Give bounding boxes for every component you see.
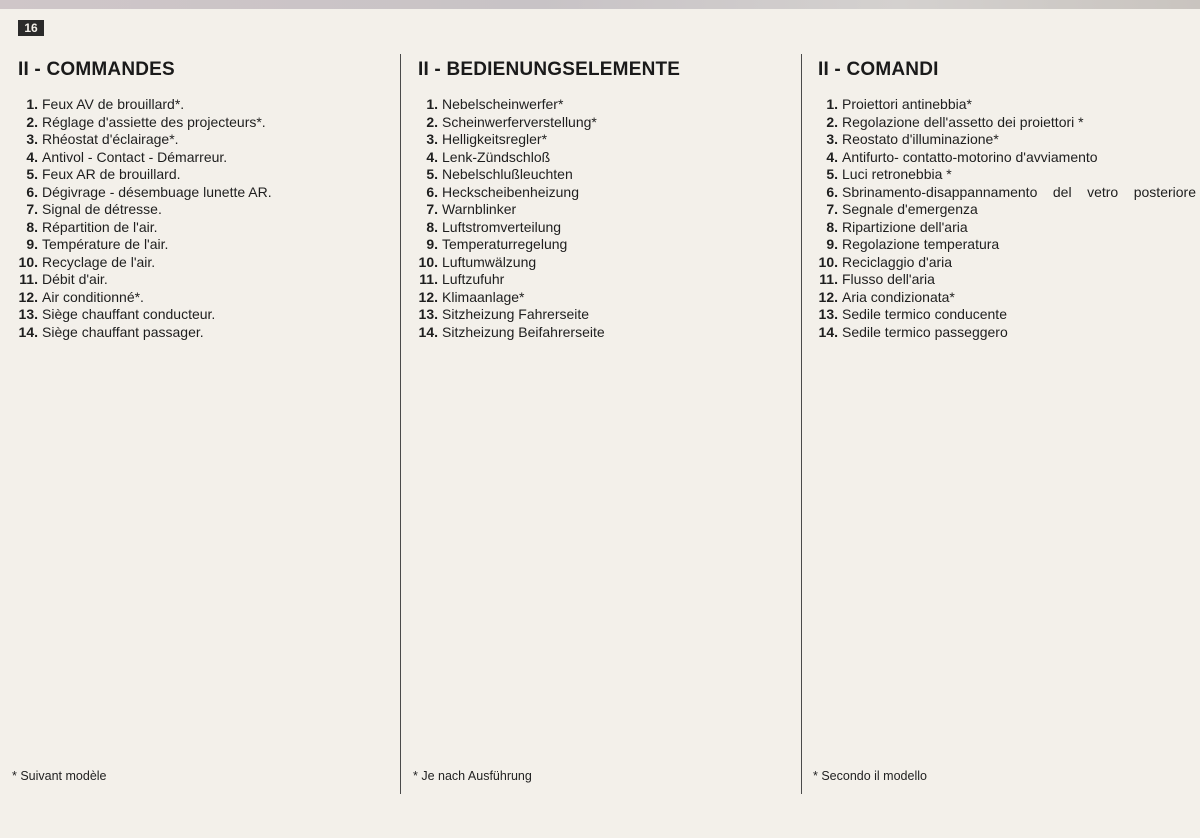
list-item bbox=[18, 201, 378, 219]
item-number: 7. bbox=[26, 201, 38, 217]
column-divider bbox=[801, 54, 802, 794]
list-item bbox=[418, 149, 788, 167]
list-item bbox=[418, 254, 788, 272]
item-number: 7. bbox=[426, 201, 438, 217]
item-label: Feux AV de brouillard*. bbox=[42, 96, 185, 112]
item-number: 2. bbox=[26, 113, 38, 130]
item-number: 7. bbox=[826, 201, 838, 217]
item-number: 1. bbox=[826, 96, 838, 112]
item-number: 12. bbox=[818, 288, 838, 305]
list-item bbox=[818, 254, 1196, 272]
column-divider bbox=[400, 54, 401, 794]
item-label: Luftzufuhr bbox=[442, 271, 505, 287]
item-label: Regolazione temperatura bbox=[842, 236, 1000, 252]
column-french bbox=[18, 54, 378, 341]
list-item bbox=[818, 96, 1196, 114]
item-label: Signal de détresse. bbox=[42, 201, 162, 217]
item-number: 9. bbox=[26, 236, 38, 252]
item-label: Répartition de l'air. bbox=[42, 218, 158, 235]
item-number: 5. bbox=[426, 166, 438, 182]
list-item bbox=[418, 236, 788, 254]
item-number: 8. bbox=[426, 218, 438, 235]
footnote-german: * Je nach Ausführung bbox=[413, 769, 532, 783]
item-label: Sedile termico passeggero bbox=[842, 323, 1008, 340]
list-item bbox=[18, 114, 378, 132]
list-item bbox=[818, 184, 1196, 202]
item-label: Antifurto- contatto-motorino d'avviamento bbox=[842, 148, 1098, 165]
item-number: 14. bbox=[18, 323, 38, 340]
list-item bbox=[418, 219, 788, 237]
item-label: Temperaturregelung bbox=[442, 236, 568, 252]
list-item bbox=[418, 114, 788, 132]
list-item bbox=[18, 166, 378, 184]
item-number: 8. bbox=[26, 218, 38, 235]
item-number: 1. bbox=[426, 96, 438, 112]
list-item bbox=[818, 324, 1196, 342]
item-number: 13. bbox=[818, 306, 838, 322]
column-italian bbox=[818, 54, 1196, 341]
column-title-french: II - COMMANDES bbox=[18, 59, 175, 80]
item-label: Dégivrage - désembuage lunette AR. bbox=[42, 183, 272, 200]
item-label: Segnale d'emergenza bbox=[842, 201, 978, 217]
item-number: 6. bbox=[426, 183, 438, 200]
item-label: Sbrinamento-disappannamento del vetro posteriore bbox=[842, 183, 1196, 200]
item-label: Recyclage de l'air. bbox=[42, 253, 156, 270]
item-number: 2. bbox=[426, 113, 438, 130]
list-item bbox=[18, 219, 378, 237]
item-number: 5. bbox=[826, 166, 838, 182]
item-number: 13. bbox=[18, 306, 38, 322]
item-label: Antivol - Contact - Démarreur. bbox=[42, 148, 228, 165]
item-label: Ripartizione dell'aria bbox=[842, 218, 968, 235]
item-number: 4. bbox=[426, 148, 438, 165]
list-item bbox=[818, 271, 1196, 289]
item-label: Sitzheizung Beifahrerseite bbox=[442, 323, 605, 340]
column-title-german: II - BEDIENUNGSELEMENTE bbox=[418, 59, 681, 80]
list-item bbox=[18, 184, 378, 202]
list-item bbox=[818, 149, 1196, 167]
item-label: Feux AR de brouillard. bbox=[42, 166, 181, 182]
item-label: Rhéostat d'éclairage*. bbox=[42, 131, 179, 147]
list-item bbox=[418, 271, 788, 289]
item-label: Regolazione dell'assetto dei proiettori * bbox=[842, 113, 1084, 130]
item-number: 4. bbox=[826, 148, 838, 165]
controls-list-french bbox=[18, 96, 378, 341]
list-item bbox=[18, 254, 378, 272]
item-number: 11. bbox=[19, 271, 38, 287]
controls-list-italian bbox=[818, 96, 1196, 341]
item-label: Flusso dell'aria bbox=[842, 271, 935, 287]
list-item bbox=[818, 219, 1196, 237]
item-number: 3. bbox=[826, 131, 838, 147]
item-label: Nebelschlußleuchten bbox=[442, 166, 573, 182]
item-number: 11. bbox=[819, 271, 838, 287]
list-item bbox=[18, 289, 378, 307]
item-number: 6. bbox=[826, 183, 838, 200]
list-item bbox=[18, 271, 378, 289]
list-item bbox=[418, 96, 788, 114]
top-edge-strip bbox=[0, 0, 1200, 9]
item-label: Luftstromverteilung bbox=[442, 218, 562, 235]
list-item bbox=[818, 289, 1196, 307]
list-item bbox=[818, 306, 1196, 324]
column-german bbox=[418, 54, 788, 341]
item-number: 6. bbox=[26, 183, 38, 200]
list-item bbox=[18, 131, 378, 149]
item-number: 4. bbox=[26, 148, 38, 165]
item-label: Température de l'air. bbox=[42, 236, 169, 252]
list-item bbox=[418, 306, 788, 324]
column-title-italian: II - COMANDI bbox=[818, 59, 939, 80]
list-item bbox=[418, 201, 788, 219]
list-item bbox=[18, 324, 378, 342]
item-number: 3. bbox=[426, 131, 438, 147]
item-number: 2. bbox=[826, 113, 838, 130]
item-number: 9. bbox=[426, 236, 438, 252]
item-label: Lenk-Zündschloß bbox=[442, 148, 551, 165]
item-label: Sitzheizung Fahrerseite bbox=[442, 306, 590, 322]
item-label: Helligkeitsregler* bbox=[442, 131, 548, 147]
item-number: 11. bbox=[419, 271, 438, 287]
list-item bbox=[418, 324, 788, 342]
item-number: 14. bbox=[818, 323, 838, 340]
item-label: Siège chauffant conducteur. bbox=[42, 306, 216, 322]
list-item bbox=[18, 96, 378, 114]
item-label: Scheinwerferverstellung* bbox=[442, 113, 597, 130]
item-label: Débit d'air. bbox=[42, 271, 108, 287]
list-item bbox=[418, 131, 788, 149]
item-number: 1. bbox=[26, 96, 38, 112]
item-label: Luftumwälzung bbox=[442, 253, 537, 270]
item-label: Reostato d'illuminazione* bbox=[842, 131, 999, 147]
footnote-italian: * Secondo il modello bbox=[813, 769, 927, 783]
item-label: Proiettori antinebbia* bbox=[842, 96, 972, 112]
item-number: 14. bbox=[418, 323, 438, 340]
list-item bbox=[18, 149, 378, 167]
item-number: 10. bbox=[418, 253, 438, 270]
list-item bbox=[18, 236, 378, 254]
list-item bbox=[818, 236, 1196, 254]
item-label: Klimaanlage* bbox=[442, 288, 525, 305]
item-number: 5. bbox=[26, 166, 38, 182]
list-item bbox=[818, 166, 1196, 184]
item-number: 10. bbox=[818, 253, 838, 270]
list-item bbox=[818, 131, 1196, 149]
list-item bbox=[818, 201, 1196, 219]
item-number: 10. bbox=[18, 253, 38, 270]
item-label: Warnblinker bbox=[442, 201, 517, 217]
item-number: 13. bbox=[418, 306, 438, 322]
item-number: 12. bbox=[18, 288, 38, 305]
list-item bbox=[818, 114, 1196, 132]
list-item bbox=[418, 184, 788, 202]
item-number: 8. bbox=[826, 218, 838, 235]
item-label: Nebelscheinwerfer* bbox=[442, 96, 564, 112]
list-item bbox=[418, 166, 788, 184]
footnote-french: * Suivant modèle bbox=[12, 769, 107, 783]
item-label: Luci retronebbia * bbox=[842, 166, 952, 182]
item-number: 3. bbox=[26, 131, 38, 147]
item-number: 9. bbox=[826, 236, 838, 252]
page-number: 16 bbox=[18, 20, 44, 36]
list-item bbox=[418, 289, 788, 307]
controls-list-german bbox=[418, 96, 788, 341]
item-label: Réglage d'assiette des projecteurs*. bbox=[42, 113, 266, 130]
item-label: Siège chauffant passager. bbox=[42, 323, 204, 340]
item-label: Sedile termico conducente bbox=[842, 306, 1007, 322]
list-item bbox=[18, 306, 378, 324]
item-label: Aria condizionata* bbox=[842, 288, 955, 305]
item-label: Heckscheibenheizung bbox=[442, 183, 579, 200]
item-label: Air conditionné*. bbox=[42, 288, 144, 305]
item-number: 12. bbox=[418, 288, 438, 305]
item-label: Reciclaggio d'aria bbox=[842, 253, 953, 270]
